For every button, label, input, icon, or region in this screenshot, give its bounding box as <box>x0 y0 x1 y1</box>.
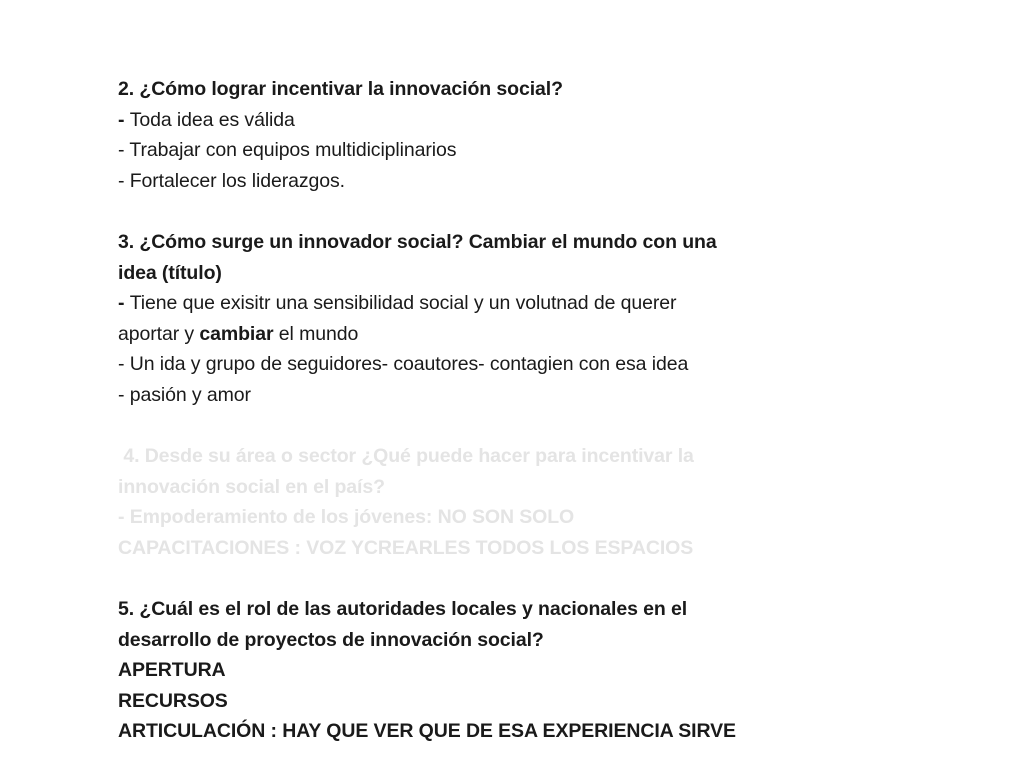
section5-item-2: RECURSOS <box>118 689 228 712</box>
section5-item-1: APERTURA <box>118 659 226 682</box>
dash: - <box>118 108 130 131</box>
text-fragment: aportar y <box>118 322 200 345</box>
spacer <box>118 564 818 595</box>
section3-item-3: - pasión y amor <box>118 383 251 406</box>
section2-item-1-text: Toda idea es válida <box>129 108 295 131</box>
section5-item-3: ARTICULACIÓN : HAY QUE VER QUE DE ESA EXPERIENCIA SIRVE <box>118 720 736 743</box>
section4-item-1-line-1: - Empoderamiento de los jóvenes: NO SON SOLO <box>118 506 575 529</box>
section5-question-line-2: desarrollo de proyectos de innovación social? <box>118 628 544 651</box>
dash: - <box>118 292 130 315</box>
section2-item-3: - Fortalecer los liderazgos. <box>118 169 345 192</box>
section2-item-1 <box>118 105 818 136</box>
spacer <box>118 411 818 442</box>
section3-item-2: - Un ida y grupo de seguidores- coautores- contagien con esa idea <box>118 353 689 376</box>
section3-item-1 <box>118 288 818 319</box>
spacer <box>118 196 818 227</box>
bold-word: cambiar <box>199 322 274 345</box>
section2-item-2: - Trabajar con equipos multidiciplinarios <box>118 139 457 162</box>
section4-question-line-2: innovación social en el país? <box>118 475 385 498</box>
section3-question-line-1: 3. ¿Cómo surge un innovador social? Cambiar el mundo con una <box>118 230 717 253</box>
section3-question-line-2: idea (título) <box>118 261 222 284</box>
section3-item-1-text: Tiene que exisitr una sensibilidad social y un volutnad de querer <box>129 292 677 315</box>
section4-item-1-line-2: CAPACITACIONES : VOZ YCREARLES TODOS LOS ESPACIOS <box>118 536 694 559</box>
section4-question-line-1: 4. Desde su área o sector ¿Qué puede hacer para incentivar la <box>118 445 694 468</box>
section3-item-1-continued <box>118 319 818 350</box>
section5-question-line-1: 5. ¿Cuál es el rol de las autoridades locales y nacionales en el <box>118 598 688 621</box>
slide-text-body <box>118 74 818 747</box>
section2-question: 2. ¿Cómo lograr incentivar la innovación social? <box>118 78 563 100</box>
text-fragment: el mundo <box>273 322 359 345</box>
